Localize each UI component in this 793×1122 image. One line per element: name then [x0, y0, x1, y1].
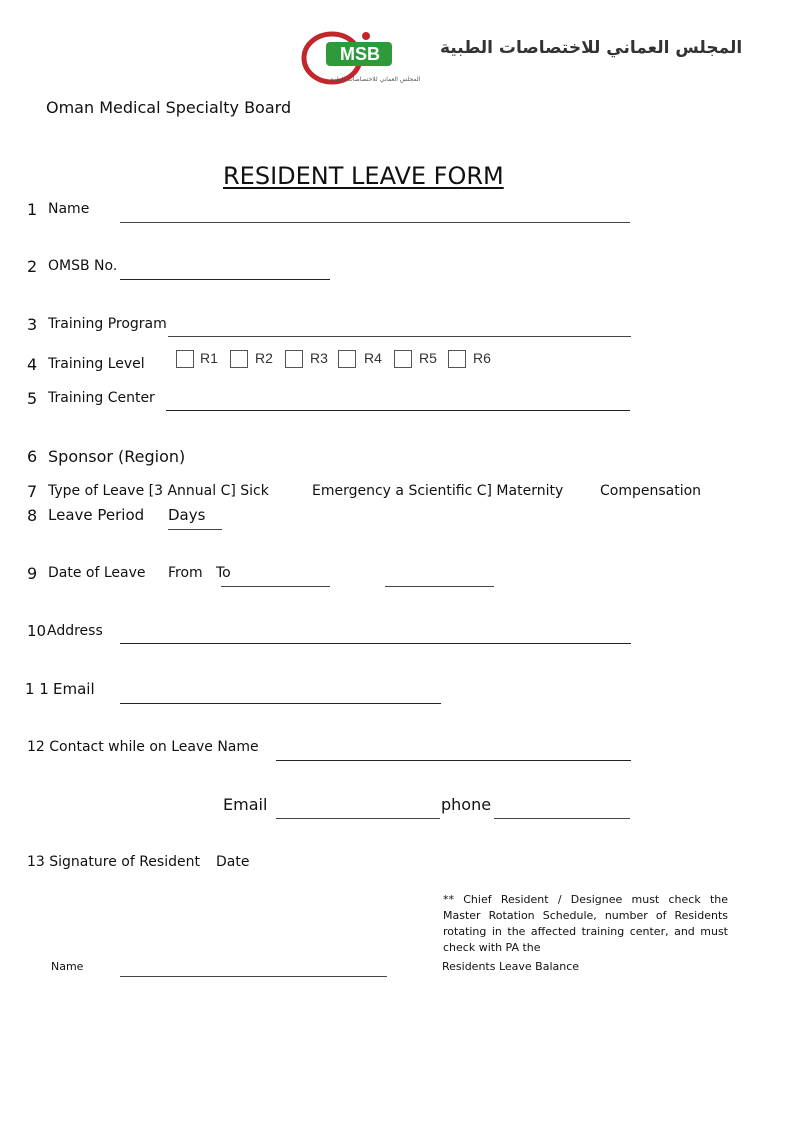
date-of-leave-label: Date of Leave	[48, 565, 146, 581]
address-label: Address	[47, 623, 103, 639]
type-of-leave-label: Type of Leave [3 Annual C] Sick	[48, 483, 269, 499]
contact-phone-label: phone	[441, 795, 492, 814]
organization-name: Oman Medical Specialty Board	[46, 98, 292, 117]
field-9-number: 9	[27, 564, 38, 583]
name-label: Name	[48, 201, 90, 217]
contact-name-line[interactable]	[276, 760, 631, 761]
field-1-number: 1	[27, 200, 38, 219]
logo-text: MSB	[340, 44, 380, 64]
to-date-line[interactable]	[385, 586, 494, 587]
contact-email-label: Email	[223, 795, 268, 814]
signature-date-label: Date	[216, 854, 250, 870]
chief-resident-note: ** Chief Resident / Designee must check the Master Rotation Schedule, number of Residents rotating in the affected training center, and must check with PA the	[443, 893, 728, 954]
leave-type-compensation: Compensation	[600, 483, 702, 499]
leave-period-label: Leave Period	[48, 506, 145, 524]
arabic-title: المجلس العماني للاختصاصات الطبية	[440, 38, 743, 58]
signature-label: 13 Signature of Resident	[27, 854, 200, 870]
address-line[interactable]	[120, 643, 631, 644]
field-5-number: 5	[27, 389, 38, 408]
field-3-number: 3	[27, 315, 38, 334]
training-center-label: Training Center	[48, 390, 155, 406]
contact-name-label: 12 Contact while on Leave Name	[27, 739, 259, 755]
email-label: Email	[53, 680, 95, 698]
field-8-number: 8	[27, 506, 38, 525]
r3-label: R3	[310, 350, 328, 366]
leave-type-emergency-scientific-maternity: Emergency a Scientific C] Maternity	[312, 483, 564, 499]
from-label: From	[168, 565, 203, 581]
r5-checkbox[interactable]	[394, 350, 412, 368]
field-7-number: 7	[27, 482, 38, 501]
training-program-line[interactable]	[168, 336, 631, 337]
r4-checkbox[interactable]	[338, 350, 356, 368]
email-line[interactable]	[120, 703, 441, 704]
contact-email-line[interactable]	[276, 818, 440, 819]
contact-phone-line[interactable]	[494, 818, 630, 819]
footer-name-label: Name	[51, 960, 84, 973]
days-label: Days	[168, 506, 206, 524]
sponsor-label: Sponsor (Region)	[48, 447, 186, 466]
training-center-line[interactable]	[166, 410, 630, 411]
footer-name-line[interactable]	[120, 976, 387, 977]
field-2-number: 2	[27, 257, 38, 276]
r6-checkbox[interactable]	[448, 350, 466, 368]
to-label: To	[216, 565, 231, 581]
from-date-line[interactable]	[221, 586, 330, 587]
training-program-label: Training Program	[48, 316, 167, 332]
form-title: RESIDENT LEAVE FORM	[223, 162, 504, 190]
logo-subtitle: المجلس العماني للاختصاصات الطبية	[330, 76, 421, 83]
r1-checkbox[interactable]	[176, 350, 194, 368]
r5-label: R5	[419, 350, 437, 366]
omsb-no-label: OMSB No.	[48, 258, 118, 274]
omsb-logo	[300, 28, 421, 94]
r6-label: R6	[473, 350, 491, 366]
field-4-number: 4	[27, 355, 38, 374]
field-10-number: 10	[27, 622, 47, 640]
r1-label: R1	[200, 350, 218, 366]
r2-checkbox[interactable]	[230, 350, 248, 368]
name-line[interactable]	[120, 222, 630, 223]
field-11-number: 1 1	[25, 680, 49, 698]
days-line[interactable]	[168, 529, 222, 530]
omsb-no-line[interactable]	[120, 279, 330, 280]
training-level-label: Training Level	[48, 356, 145, 372]
field-6-number: 6	[27, 447, 38, 466]
leave-balance-label: Residents Leave Balance	[442, 960, 580, 973]
r2-label: R2	[255, 350, 273, 366]
r4-label: R4	[364, 350, 382, 366]
r3-checkbox[interactable]	[285, 350, 303, 368]
